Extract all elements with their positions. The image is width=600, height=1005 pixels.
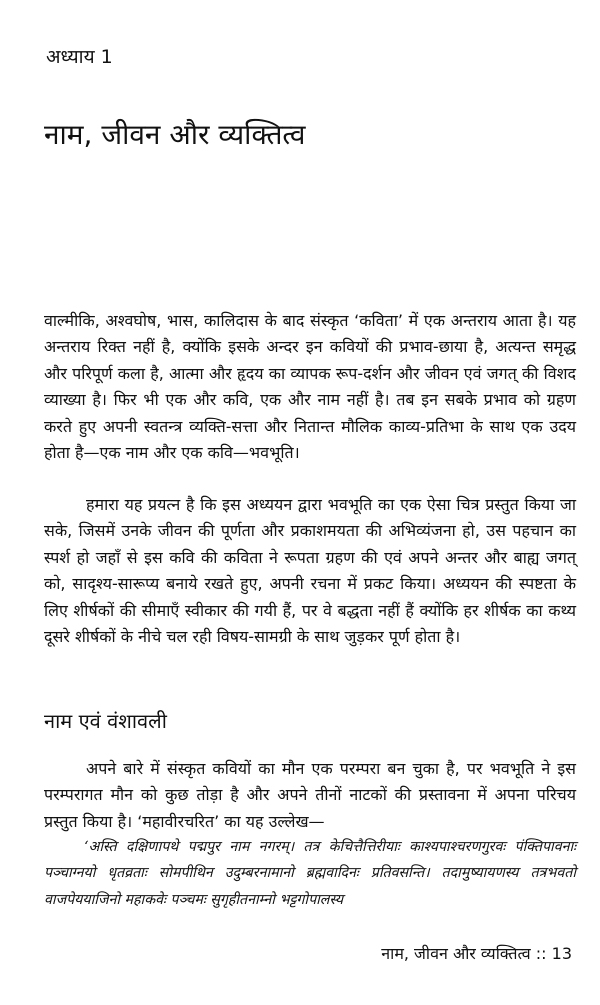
paragraph-text: वाल्मीकि, अश्वघोष, भास, कालिदास के बाद संस्कृत ‘कविता’ में एक अन्तराय आता है। यह अन्तराय रिक्त नहीं है, क्योंकि इसके अन्दर इन कवियों की प्रभाव-छाया है, अत्यन्त समृद्ध और परिपूर्ण कला है, आत्मा और हृदय का व्यापक रूप-दर्शन और जीवन एवं जगत् की विशद व्याख्या है। फिर भी एक और कवि, एक और नाम नहीं है। तब इन सबके प्रभाव को ग्रहण करते हुए अपनी स्वतन्त्र व्यक्ति-सत्ता और नितान्त मौलिक काव्य-प्रतिभा के साथ एक उदय होता है—एक नाम और एक कवि—भवभूति। <box>44 311 576 463</box>
chapter-title: नाम, जीवन और व्यक्तित्व <box>44 118 306 151</box>
sanskrit-quotation <box>44 834 576 913</box>
intro-paragraph-1 <box>44 308 576 466</box>
section-heading: नाम एवं वंशावली <box>44 709 167 733</box>
footer-separator: :: <box>535 944 547 963</box>
chapter-label: अध्याय 1 <box>46 46 113 68</box>
paragraph-text: अपने बारे में संस्कृत कवियों का मौन एक परम्परा बन चुका है, पर भवभूति ने इस परम्परागत मौन को कुछ तोड़ा है और अपने तीनों नाटकों की प्रस्तावना में अपना परिचय प्रस्तुत किया है। ‘महावीरचरित’ का यह उल्लेख— <box>44 759 576 831</box>
page-number: 13 <box>551 944 572 963</box>
intro-paragraph-2 <box>44 492 576 650</box>
running-title: नाम, जीवन और व्यक्तित्व <box>381 944 531 963</box>
section-paragraph <box>44 756 576 835</box>
page-footer <box>381 943 572 965</box>
paragraph-text: हमारा यह प्रयत्न है कि इस अध्ययन द्वारा भवभूति का एक ऐसा चित्र प्रस्तुत किया जा सके, जिसमें उनके जीवन की पूर्णता और प्रकाशमयता की अभिव्यंजना हो, उस पहचान का स्पर्श हो जहाँ से इस कवि की कविता ने रूपता ग्रहण की एवं अपने अन्तर और बाह्य जगत् को, सादृश्य-सारूप्य बनाये रखते हुए, अपनी रचना में प्रकट किया। अध्ययन की स्पष्टता के लिए शीर्षकों की सीमाएँ स्वीकार की गयी हैं, पर वे बद्धता नहीं हैं क्योंकि हर शीर्षक का कथ्य दूसरे शीर्षकों के नीचे चल रही विषय-सामग्री के साथ जुड़कर पूर्ण होता है। <box>44 495 576 647</box>
quotation-text: ‘अस्ति दक्षिणापथे पद्मपुर नाम नगरम्। तत्र केचित्तैत्तिरीयाः काश्यपाश्चरणगुरवः पंक्तिपावनाः पञ्चाग्नयो धृतव्रताः सोमपीथिन उदुम्बरनामानो ब्रह्मवादिनः प्रतिवसन्ति। तदामुष्यायणस्य तत्रभवतो वाजपेययाजिनो महाकवेः पञ्चमः सुगृहीतनाम्नो भट्टगोपालस्य <box>44 839 576 908</box>
